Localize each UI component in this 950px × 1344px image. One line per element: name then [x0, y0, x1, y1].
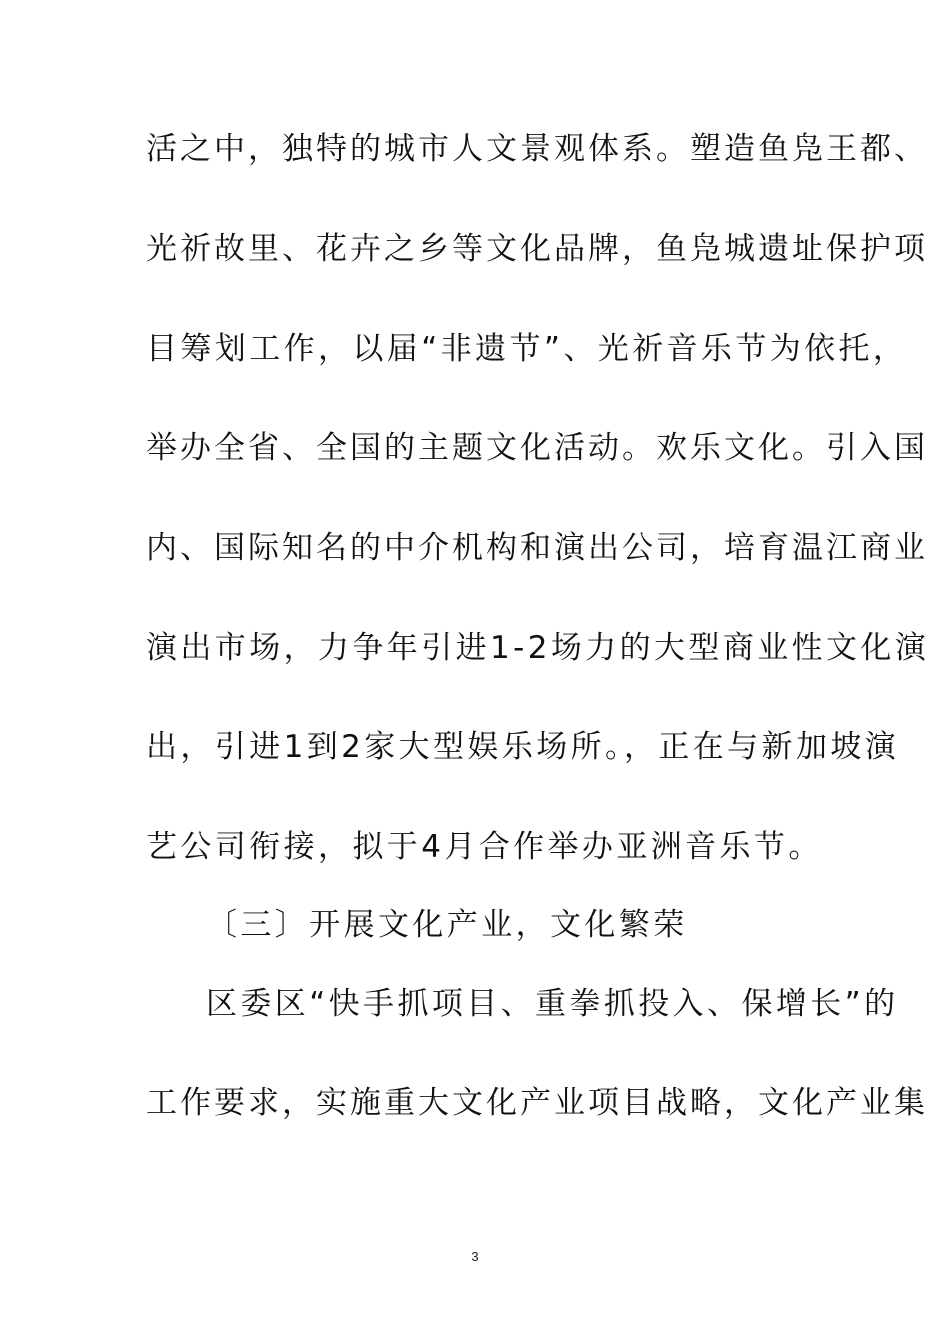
body-text-line: 活之中，独特的城市人文景观体系。塑造鱼凫王都、: [146, 131, 928, 167]
body-text-line: 演出市场，力争年引进1-2场力的大型商业性文化演: [146, 630, 930, 666]
body-text-line: 出，引进1到2家大型娱乐场所。，正在与新加坡演: [146, 729, 900, 765]
body-text-line: 目筹划工作，以届“非遗节”、光祈音乐节为依托，: [146, 331, 908, 367]
body-text-line: 内、国际知名的中介机构和演出公司，培育温江商业: [146, 530, 928, 566]
body-text-line: 工作要求，实施重大文化产业项目战略，文化产业集: [146, 1085, 928, 1121]
body-text-line: 举办全省、全国的主题文化活动。欢乐文化。引入国: [146, 430, 928, 466]
body-text-line: 艺公司衔接，拟于4月合作举办亚洲音乐节。: [146, 829, 823, 865]
page-number: 3: [471, 1249, 479, 1264]
section-heading: 〔三〕开展文化产业，文化繁荣: [206, 907, 688, 943]
paragraph-first-line: 区委区“快手抓项目、重拳抓投入、保增长”的: [206, 986, 899, 1022]
body-text-line: 光祈故里、花卉之乡等文化品牌，鱼凫城遗址保护项: [146, 231, 928, 267]
